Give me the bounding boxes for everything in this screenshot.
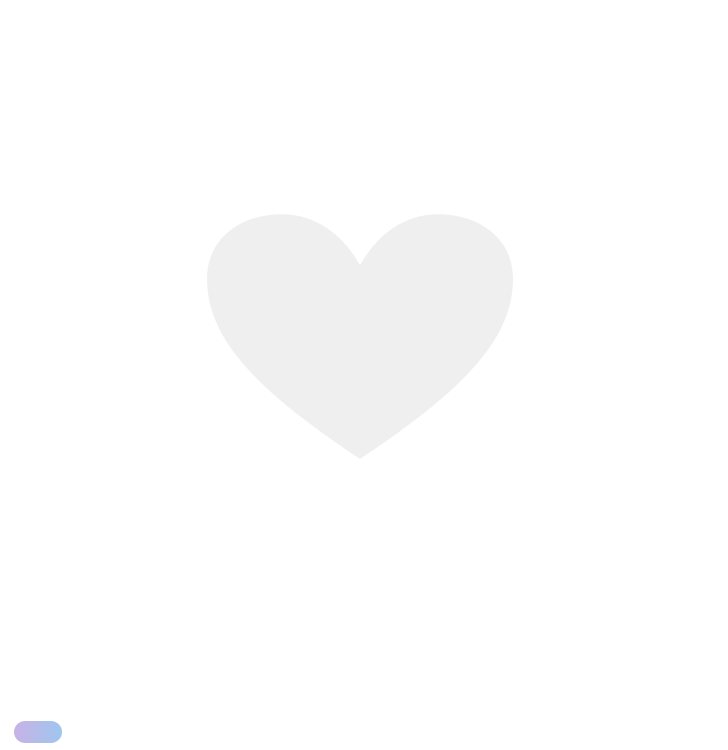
- footer: [0, 718, 728, 750]
- heart-watermark-icon: [190, 200, 530, 480]
- brand-logo: [14, 721, 62, 743]
